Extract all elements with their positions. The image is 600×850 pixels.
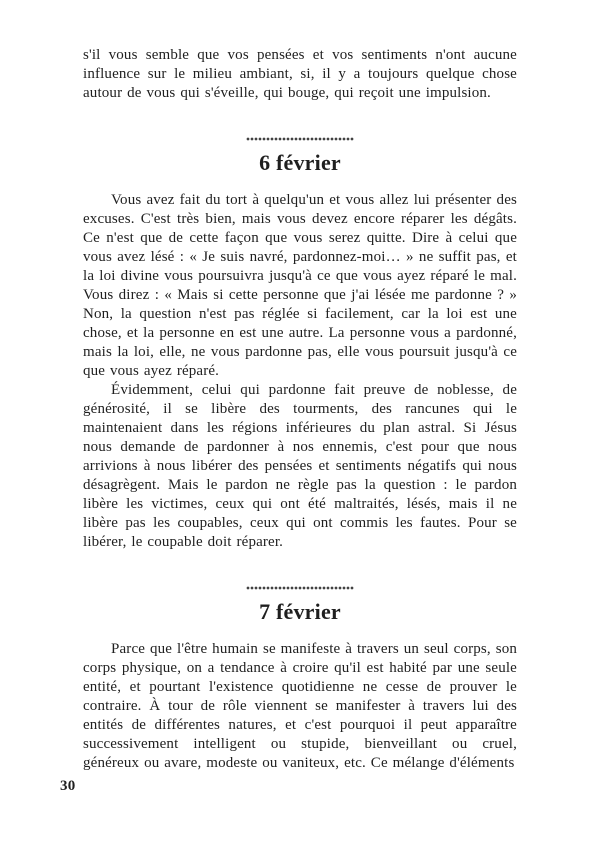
chain-divider-ornament xyxy=(246,137,354,141)
chain-divider-ornament xyxy=(246,586,354,590)
section-feb-6 xyxy=(83,137,517,552)
section-feb-7 xyxy=(83,586,517,773)
section-date-heading: 6 février xyxy=(259,150,341,175)
page-number: 30 xyxy=(60,778,76,794)
section-paragraph: Évidemment, celui qui pardonne fait preuve de noblesse, de générosité, il se libère des tourments, des rancunes qui le maintenaient dans les régions inférieures du plan astral. Si Jésus nous demande de pardonner à nos ennemis, c'est pour que nous arrivions à nous libérer des pensées et sentiments négatifs qui nous désagrègent. Mais le pardon ne règle pas la question : le pardon libère les victimes, ceux qui ont été maltraités, lésés, mais il ne libère pas les coupables, ceux qui ont commis les fautes. Pour se libérer, le coupable doit réparer. xyxy=(83,382,517,550)
section-paragraph: Parce que l'être humain se manifeste à travers un seul corps, son corps physique, on a tendance à croire qu'il est habité par une seule entité, et pourtant l'existence quotidienne ne cesse de prouver le contraire. À tour de rôle viennent se manifester à travers lui des entités de différentes natures, et c'est pourquoi il peut apparaître successivement intelligent ou stupide, bienveillant ou cruel, généreux ou avare, modeste ou vaniteux, etc. Ce mélange d'éléments xyxy=(83,641,517,771)
section-paragraph: Vous avez fait du tort à quelqu'un et vous allez lui présenter des excuses. C'est très bien, mais vous devez encore réparer les dégâts. Ce n'est que de cette façon que vous serez quitte. Dire à celui que vous avez lésé : « Je suis navré, pardonnez-moi… » ne suffit pas, et la loi divine vous poursuivra jusqu'à ce que vous ayez réparé le mal. Vous direz : « Mais si cette personne que j'ai lésée me pardonne ? » Non, la question n'est pas réglée si facilement, car la loi est une chose, et la personne en est une autre. La personne vous a pardonné, mais la loi, elle, ne vous pardonne pas, elle vous poursuit jusqu'à ce que vous ayez réparé. xyxy=(83,192,517,379)
continuation-paragraph: s'il vous semble que vos pensées et vos sentiments n'ont aucune influence sur le milieu ambiant, si, il y a toujours quelque chose autour de vous qui s'éveille, qui bouge, qui reçoit une impulsion. xyxy=(83,47,517,101)
section-date-heading: 7 février xyxy=(259,599,341,624)
